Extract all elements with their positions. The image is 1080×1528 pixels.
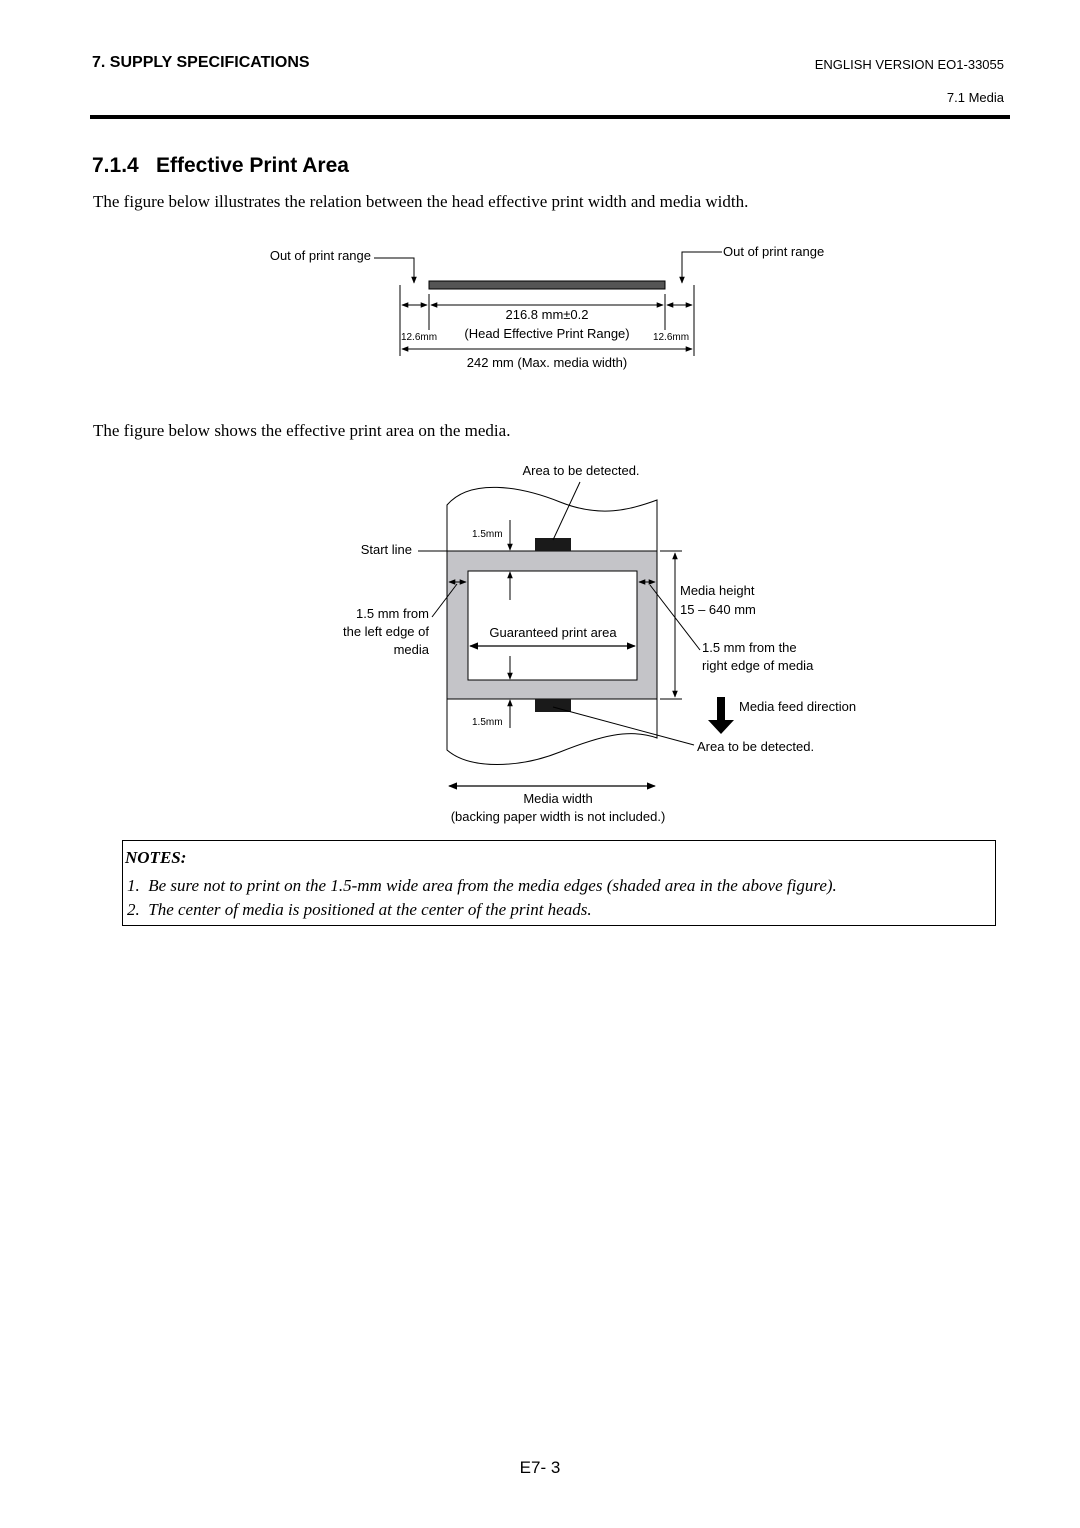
right-edge-label-1: 1.5 mm from the [702,640,797,655]
section-number: 7.1.4 [92,154,139,177]
head-print-range-figure [270,244,824,370]
media-height-label-1: Media height [680,583,755,598]
left-edge-label-2: the left edge of [342,624,429,639]
notes-title: NOTES: [125,848,187,867]
right-margin-label: 12.6mm [652,332,690,343]
bottom-gap-label: 1.5mm [472,717,503,728]
section-title: Effective Print Area [156,154,349,177]
page-number: E7- 3 [519,1458,561,1477]
subsection-label: 7.1 Media [946,90,1004,105]
note-item-1: 1. Be sure not to print on the 1.5-mm wide area from the media edges (shaded area in the above figure). [127,876,837,895]
area-detected-bottom-label: Area to be detected. [697,739,815,754]
out-of-range-right-leader [682,252,722,283]
note-item-2: 2. The center of media is positioned at the center of the print heads. [127,900,592,919]
media-width-label-1: Media width [523,791,593,806]
intro-paragraph: The figure below illustrates the relation between the head effective print width and media width. [93,192,749,211]
document-version: ENGLISH VERSION EO1-33055 [814,57,1004,72]
second-paragraph: The figure below shows the effective print area on the media. [93,421,511,440]
left-edge-label-1: 1.5 mm from [356,606,429,621]
left-edge-label-3: media [393,642,429,657]
out-of-range-left-label: Out of print range [269,248,371,263]
guaranteed-print-area-label: Guaranteed print area [489,625,617,640]
print-head-bar [429,281,665,289]
out-of-range-left-leader [374,258,414,283]
start-line-label: Start line [360,542,412,557]
print-range-label: (Head Effective Print Range) [464,326,630,341]
left-margin-label: 12.6mm [400,332,438,343]
print-range-value: 216.8 mm±0.2 [505,307,589,322]
media-width-label-2: (backing paper width is not included.) [450,809,666,824]
feed-direction-label: Media feed direction [739,699,857,714]
max-media-width-label: 242 mm (Max. media width) [466,355,628,370]
out-of-range-right-label: Out of print range [723,244,825,259]
media-height-label-2: 15 – 640 mm [680,602,756,617]
right-edge-label-2: right edge of media [702,658,814,673]
chapter-title: 7. SUPPLY SPECIFICATIONS [92,54,310,71]
print-area-figure [343,463,856,824]
top-gap-label: 1.5mm [472,529,503,540]
feed-direction-icon [708,697,734,734]
area-detected-top-label: Area to be detected. [522,463,640,478]
